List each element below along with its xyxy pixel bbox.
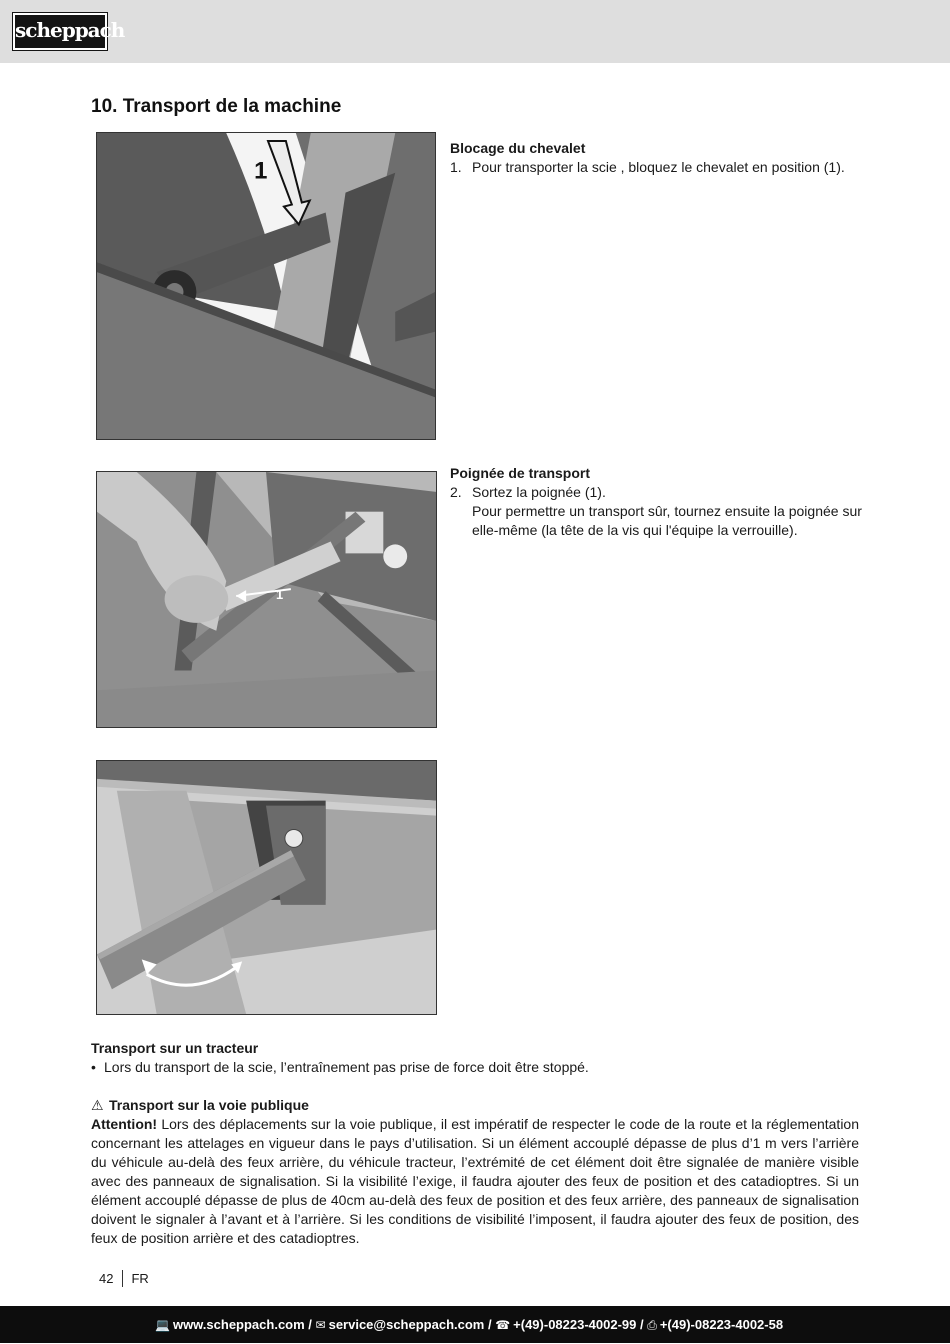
section-heading: Transport sur la voie publique xyxy=(109,1097,309,1113)
section-transport-handle xyxy=(450,464,870,540)
section-heading: Transport sur un tracteur xyxy=(91,1040,259,1056)
bullet: • xyxy=(91,1059,96,1075)
page-number-value: 42 xyxy=(99,1271,114,1286)
language-code: FR xyxy=(131,1271,149,1286)
phone-icon: ☎ xyxy=(495,1318,511,1332)
section-heading: Poignée de transport xyxy=(450,465,591,481)
paragraph-text: Lors des déplacements sur la voie publique, il est impératif de respecter le code de la route et la réglementation concernant les attelages en vigueur dans le pays d’utilisation. Si un élément accouplé dépasse de plus d’1 m vers l’arrière du véhicule au-delà des feux arrière, du véhicule tracteur, l’extrémité de cet élément doit être signalée de manière visible avec des panneaux de signalisation. Si la visibilité l’exige, il faudra ajouter des feux de position et des catadioptres. Si un élément accouplé dépasse de plus de 40cm au-delà des feux de position et des feux arrière, des panneaux de signalisation doivent le signaler à l’avant et à l’arrière. Si les conditions de visibilité l’imposent, il faudra ajouter des feux de position, des feux de position arrière et des catadioptres. xyxy=(91,1116,860,1246)
footer-phone: +(49)-08223-4002-99 / xyxy=(513,1317,644,1332)
list-item xyxy=(450,158,870,177)
section-public-road xyxy=(91,1096,859,1248)
list-text: Pour transporter la scie , bloquez le chevalet en position (1). xyxy=(472,159,845,175)
footer-website: www.scheppach.com / xyxy=(172,1317,312,1332)
header-bar xyxy=(0,0,950,63)
fig2-callout: 1 xyxy=(275,587,284,603)
list-item xyxy=(91,1058,861,1077)
paragraph xyxy=(91,1115,859,1248)
page-title: 10. Transport de la machine xyxy=(91,96,342,117)
divider xyxy=(122,1270,123,1287)
list-number: 1. xyxy=(450,159,462,175)
footer-fax: +(49)-08223-4002-58 xyxy=(659,1317,784,1332)
photo-handle-rotation xyxy=(96,760,437,1015)
scheppach-logo: scheppach xyxy=(13,13,107,50)
page-number xyxy=(99,1270,149,1287)
fax-icon: ⎙ xyxy=(647,1318,657,1332)
list-item xyxy=(450,483,870,540)
list-number: 2. xyxy=(450,484,462,500)
section-tractor-transport xyxy=(91,1039,861,1077)
mail-icon: ✉ xyxy=(315,1318,326,1332)
list-text: Lors du transport de la scie, l’entraînement pas prise de force doit être stoppé. xyxy=(104,1059,589,1075)
section-heading: Blocage du chevalet xyxy=(450,140,586,156)
section-trestle-lock xyxy=(450,139,870,177)
footer-email: service@scheppach.com / xyxy=(328,1317,492,1332)
attention-label: Attention! xyxy=(91,1116,158,1132)
photo-transport-handle xyxy=(96,471,437,728)
computer-icon: 💻 xyxy=(155,1318,170,1332)
list-text: Sortez la poignée (1). xyxy=(472,484,606,500)
warning-icon: ⚠ xyxy=(91,1097,104,1113)
list-text: Pour permettre un transport sûr, tournez ensuite la poignée sur elle-même (la tête de la vis qui l'équipe la verrouille). xyxy=(472,503,862,538)
photo-trestle-lock xyxy=(96,132,436,440)
footer-bar xyxy=(0,1306,950,1343)
fig1-callout: 1 xyxy=(254,157,268,185)
